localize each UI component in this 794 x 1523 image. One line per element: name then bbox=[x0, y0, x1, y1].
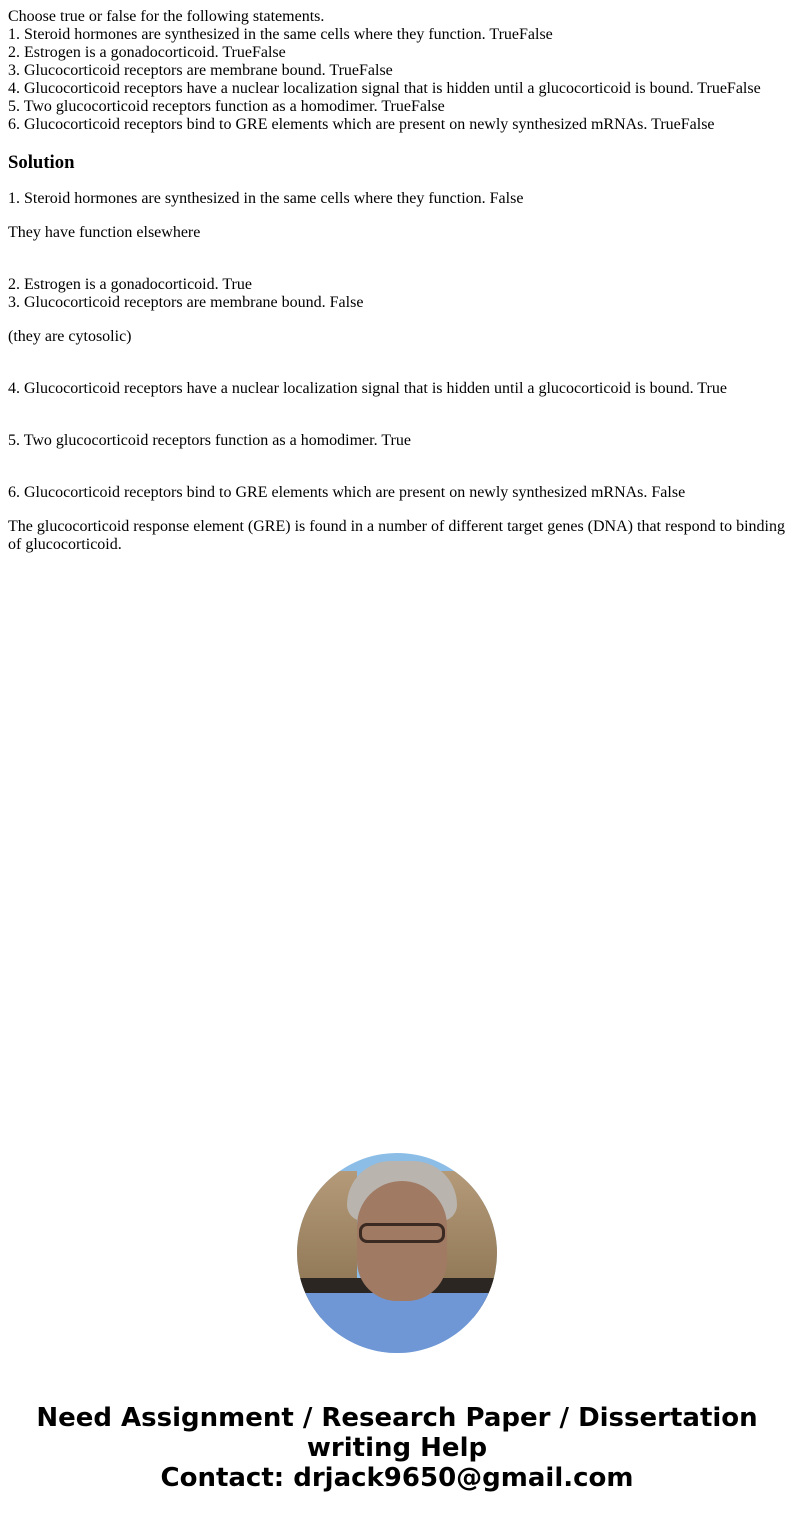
answer-6: 6. Glucocorticoid receptors bind to GRE elements which are present on newly synthesized mRNAs. False bbox=[8, 484, 686, 501]
answer-1-note: They have function elsewhere bbox=[8, 224, 201, 241]
answer-6-note: The glucocorticoid response element (GRE) is found in a number of different target genes (DNA) that respond to binding of glucocorticoid. bbox=[8, 518, 785, 553]
question-block bbox=[8, 8, 786, 134]
banner-contact: Contact: drjack9650@gmail.com bbox=[160, 1463, 634, 1493]
answers-2-3 bbox=[8, 276, 786, 312]
answer-3-note: (they are cytosolic) bbox=[8, 328, 132, 345]
question-item: 6. Glucocorticoid receptors bind to GRE elements which are present on newly synthesized mRNAs. TrueFalse bbox=[8, 116, 715, 133]
banner-line-2: writing Help bbox=[306, 1433, 488, 1463]
document-content bbox=[0, 0, 794, 554]
question-item: 3. Glucocorticoid receptors are membrane bound. TrueFalse bbox=[8, 62, 393, 79]
spacer bbox=[8, 450, 786, 468]
answer-4: 4. Glucocorticoid receptors have a nuclear localization signal that is hidden until a glucocorticoid is bound. True bbox=[8, 380, 727, 397]
contact-banner bbox=[0, 1403, 794, 1493]
spacer bbox=[8, 242, 786, 260]
question-item: 2. Estrogen is a gonadocorticoid. TrueFalse bbox=[8, 44, 286, 61]
answer-3: 3. Glucocorticoid receptors are membrane bound. False bbox=[8, 294, 364, 311]
question-item: 1. Steroid hormones are synthesized in the same cells where they function. TrueFalse bbox=[8, 26, 553, 43]
answer-2: 2. Estrogen is a gonadocorticoid. True bbox=[8, 276, 252, 293]
glasses-icon bbox=[359, 1223, 445, 1243]
spacer bbox=[8, 346, 786, 364]
spacer bbox=[8, 398, 786, 416]
author-avatar bbox=[297, 1153, 497, 1353]
question-item: 5. Two glucocorticoid receptors function as a homodimer. TrueFalse bbox=[8, 98, 445, 115]
question-intro: Choose true or false for the following statements. bbox=[8, 8, 325, 25]
banner-line-1: Need Assignment / Research Paper / Dissertation bbox=[36, 1403, 758, 1433]
question-item: 4. Glucocorticoid receptors have a nuclear localization signal that is hidden until a glucocorticoid is bound. TrueFalse bbox=[8, 80, 761, 97]
solution-heading: Solution bbox=[8, 152, 75, 173]
answer-5: 5. Two glucocorticoid receptors function as a homodimer. True bbox=[8, 432, 411, 449]
answer-1: 1. Steroid hormones are synthesized in the same cells where they function. False bbox=[8, 190, 524, 207]
